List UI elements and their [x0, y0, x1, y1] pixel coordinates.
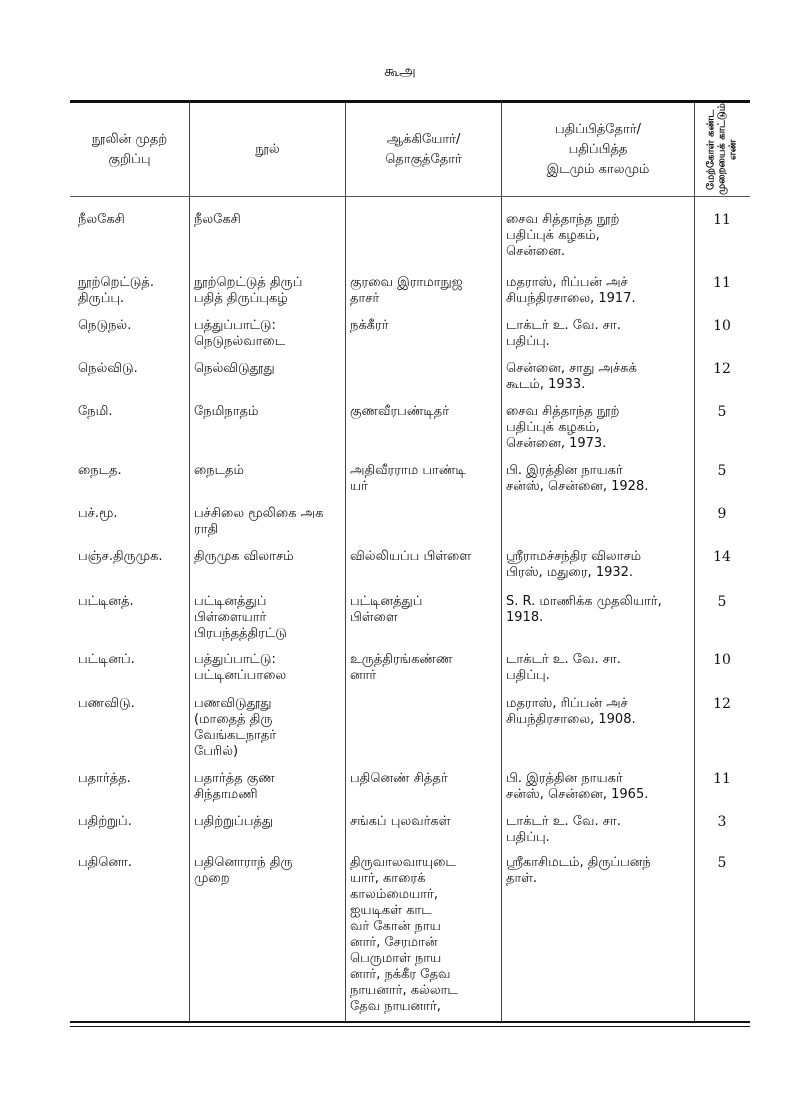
book-cell: பத்துப்பாட்டு: பட்டினப்பாலை [194, 652, 287, 683]
header-book: நூல் [255, 141, 280, 157]
abbreviation-cell: நூற்றெட்டுத். திருப்பு. [78, 275, 155, 306]
abbreviation-cell: பட்டினப். [78, 652, 135, 667]
publisher-cell: டாக்டர் உ. வே. சா. பதிப்பு. [506, 814, 621, 845]
code-cell: 5 [717, 404, 727, 420]
publisher-cell: பி. இரத்தின நாயகர் சன்ஸ், சென்னை, 1928. [506, 463, 649, 494]
code-cell: 5 [717, 594, 727, 610]
code-cell: 10 [713, 652, 731, 668]
column-divider [345, 103, 346, 1021]
publisher-cell: சைவ சித்தாந்த நூற் பதிப்புக் கழகம், சென்னை. [506, 212, 620, 259]
code-cell: 12 [713, 361, 731, 377]
author-cell: அதிவீரராம பாண்டி யர் [350, 463, 466, 494]
abbreviation-cell: பதார்த்த. [78, 771, 131, 786]
book-cell: பணவிடுதூது (மாதைத் திரு வேங்கடநாதர் பேரில்) [194, 696, 277, 759]
book-cell: நூற்றெட்டுத் திருப் பதித் திருப்புகழ் [194, 275, 303, 306]
code-cell: 12 [713, 696, 731, 712]
code-cell: 3 [717, 814, 727, 830]
abbreviation-cell: நேமி. [78, 404, 113, 419]
author-cell: நக்கீரர் [350, 318, 389, 333]
publisher-cell: மதராஸ், ரிப்பன் அச் சியந்திரசாலை, 1917. [506, 275, 636, 306]
header-publisher: பதிப்பித்தோர்/ பதிப்பித்த இடமும் காலமும் [546, 121, 650, 177]
publisher-cell: பி. இரத்தின நாயகர் சன்ஸ், சென்னை, 1965. [506, 771, 649, 802]
column-divider [189, 103, 190, 1021]
code-cell: 14 [713, 549, 731, 565]
code-cell: 11 [713, 771, 731, 787]
book-cell: பதினொராந் திரு முறை [194, 855, 293, 886]
header-separator [70, 196, 750, 197]
abbreviation-cell: நீலகேசி [78, 212, 125, 227]
header-citation-code: மேற்கோள் கண்ட முறையைக் காட்டும் எண் [705, 103, 739, 196]
header-author: ஆக்கியோர்/ தொகுத்தோர் [385, 131, 462, 167]
author-cell: குரவை இராமாநுஜ தாசர் [350, 275, 463, 306]
book-cell: பதார்த்த குண சிந்தாமணி [194, 771, 275, 802]
publisher-cell: ஸ்ரீராமச்சந்திர விலாசம் பிரஸ், மதுரை, 1932. [506, 549, 642, 580]
column-divider [694, 103, 695, 1021]
page-number: கூஅ [384, 62, 416, 80]
abbreviation-cell: பணவிடு. [78, 696, 135, 711]
code-cell: 11 [713, 212, 731, 228]
publisher-cell: சென்னை, சாது அச்சுக் கூடம், 1933. [506, 361, 637, 392]
book-cell: பச்சிலை மூலிகை அக ராதி [194, 506, 324, 537]
code-cell: 10 [713, 318, 731, 334]
code-cell: 11 [713, 275, 731, 291]
book-cell: பத்துப்பாட்டு: நெடுநல்வாடை [194, 318, 286, 349]
author-cell: வில்லியப்ப பிள்ளை [350, 549, 472, 564]
book-cell: நேமிநாதம் [194, 404, 259, 419]
publisher-cell: ஸ்ரீகாசிமடம், திருப்பனந் தாள். [506, 855, 651, 886]
code-cell: 5 [717, 855, 727, 871]
abbreviation-cell: நெடுநல். [78, 318, 132, 333]
abbreviation-cell: பட்டினத். [78, 594, 134, 609]
book-cell: நீலகேசி [194, 212, 241, 227]
header-abbreviation: நூலின் முதற் குறிப்பு [91, 131, 168, 167]
column-divider [501, 103, 502, 1021]
publisher-cell: டாக்டர் உ. வே. சா. பதிப்பு. [506, 318, 621, 349]
author-cell: திருவாலவாயுடை யார், காரைக் காலம்மையார், ஐயடிகள் காட வர் கோன் நாய னார், சேரமான் பெருமாள் நாய னார், நக்கீர தேவ நாயனார், கல்லாட தேவ நாயனார், [350, 855, 458, 1014]
author-cell: உருத்திரங்கண்ண னார் [350, 652, 453, 683]
book-cell: நெல்விடுதூது [194, 361, 275, 376]
abbreviation-cell: பதிற்றுப். [78, 814, 132, 829]
bottom-rule [70, 1021, 750, 1023]
publisher-cell: மதராஸ், ரிப்பன் அச் சியந்திரசாலை, 1908. [506, 696, 636, 727]
abbreviation-cell: பதினொ. [78, 855, 132, 870]
author-cell: பட்டினத்துப் பிள்ளை [350, 594, 423, 625]
book-cell: பதிற்றுப்பத்து [194, 814, 274, 829]
author-cell: சங்கப் புலவர்கள் [350, 814, 451, 829]
bottom-rule-thin [70, 1026, 750, 1027]
abbreviation-cell: நெல்விடு. [78, 361, 138, 376]
abbreviation-cell: பஞ்ச.திருமுக. [78, 549, 163, 564]
abbreviation-cell: பச்.மூ. [78, 506, 118, 521]
publisher-cell: டாக்டர் உ. வே. சா. பதிப்பு. [506, 652, 621, 683]
author-cell: குணவீரபண்டிதர் [350, 404, 449, 419]
publisher-cell: சைவ சித்தாந்த நூற் பதிப்புக் கழகம், சென்னை, 1973. [506, 404, 620, 451]
book-cell: நைடதம் [194, 463, 244, 478]
book-cell: திருமுக விலாசம் [194, 549, 294, 564]
publisher-cell: S. R. மாணிக்க முதலியார், 1918. [506, 594, 662, 625]
code-cell: 9 [717, 506, 727, 522]
author-cell: பதினெண் சித்தர் [350, 771, 448, 786]
book-cell: பட்டினத்துப் பிள்ளையார் பிரபந்தத்திரட்டு [194, 594, 287, 641]
code-cell: 5 [717, 463, 727, 479]
abbreviation-cell: நைடத. [78, 463, 122, 478]
